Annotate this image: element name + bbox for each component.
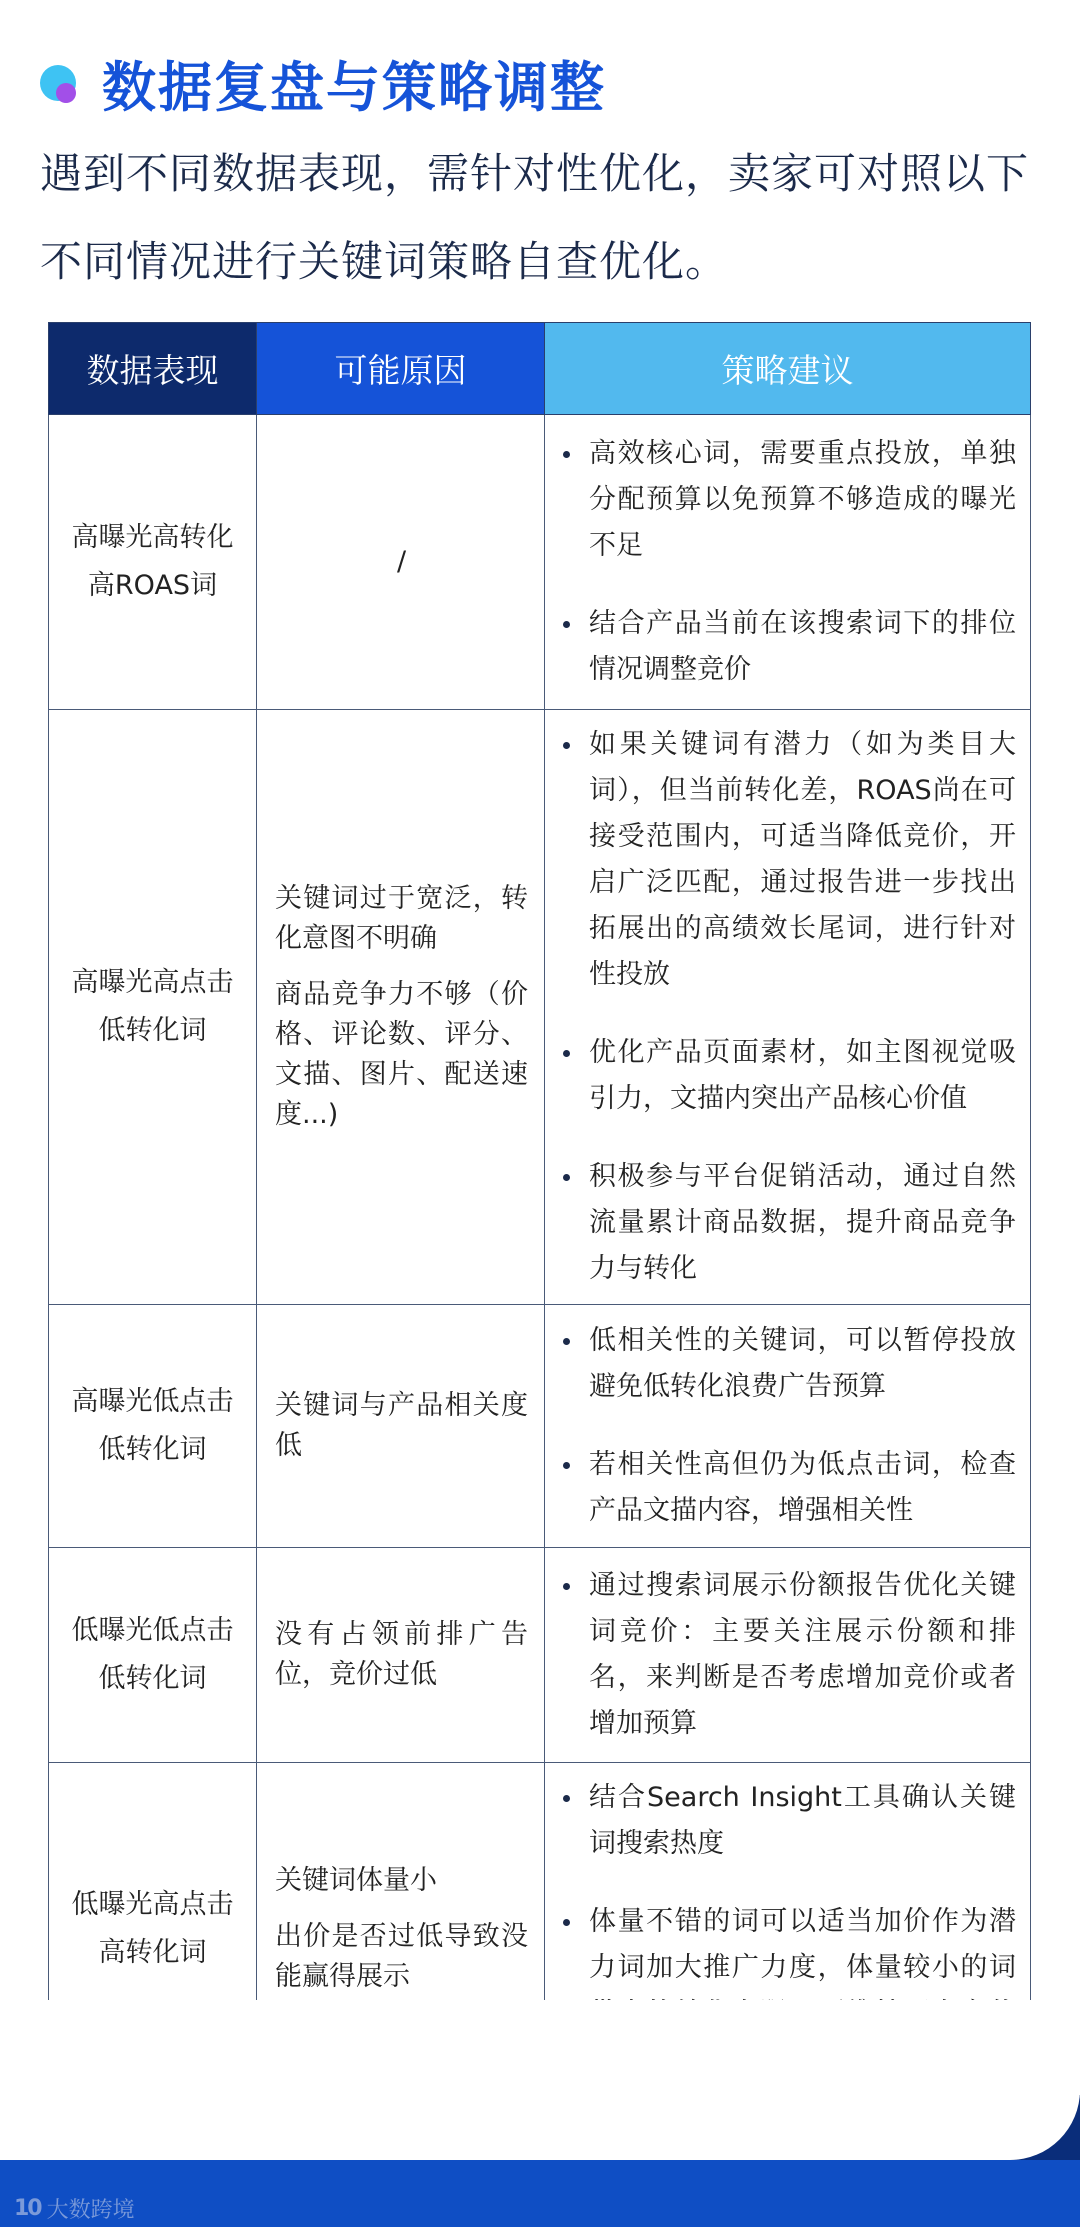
reason-text: 商品竞争力不够（价格、评论数、评分、文描、图片、配送速度...) [275,979,528,1130]
performance-line: 高曝光高转化 [71,522,234,553]
performance-line: 低转化词 [98,1434,207,1465]
strategy-cell [545,1548,1031,1763]
performance-line: 低转化词 [98,1015,207,1046]
performance-line: 高转化词 [98,1937,207,1968]
strategy-cell [545,1305,1031,1548]
performance-cell [49,415,257,710]
reason-cell [257,1548,545,1763]
brand-logo-icon: 10 [14,2196,41,2221]
intro-paragraph: 遇到不同数据表现，需针对性优化，卖家可对照以下不同情况进行关键词策略自查优化。 [40,149,1030,286]
table-row [49,1548,1031,1763]
dot-bullet-icon [40,63,80,103]
performance-line: 高曝光低点击 [71,1386,234,1417]
strategy-item: 结合产品当前在该搜索词下的排位情况调整竞价 [559,601,1016,693]
strategy-list [559,1563,1016,1747]
footer-band [0,2160,1080,2227]
strategy-cell [545,710,1031,1305]
strategy-item: 通过搜索词展示份额报告优化关键词竞价：主要关注展示份额和排名，来判断是否考虑增加竞价或者增加预算 [559,1563,1016,1747]
performance-cell [49,1548,257,1763]
strategy-item: 优化产品页面素材，如主图视觉吸引力，文描内突出产品核心价值 [559,1030,1016,1122]
strategy-cell [545,415,1031,710]
table-header-row [49,323,1031,415]
reason-cell [257,1305,545,1548]
watermark [14,2193,135,2224]
column-header-reason: 可能原因 [257,323,545,415]
section-header [40,48,606,118]
column-header-strategy: 策略建议 [545,323,1031,415]
strategy-item: 若相关性高但仍为低点击词，检查产品文描内容，增强相关性 [559,1442,1016,1534]
reason-text: 关键词体量小 [275,1865,437,1896]
reason-text: 关键词过于宽泛，转化意图不明确 [275,883,528,954]
reason-cell [257,415,545,710]
table-row [49,415,1031,710]
reason-cell [257,710,545,1305]
strategy-item: 高效核心词，需要重点投放，单独分配预算以免预算不够造成的曝光不足 [559,431,1016,569]
reason-text: / [396,546,407,577]
strategy-list [559,1318,1016,1534]
strategy-item: 体量不错的词可以适当加价作为潜力词加大推广力度，体量较小的词 [559,1899,1016,2083]
strategy-list [559,722,1016,1292]
performance-line: 高ROAS词 [87,570,218,601]
performance-cell [49,1305,257,1548]
column-header-performance: 数据表现 [49,323,257,415]
performance-cell [49,710,257,1305]
performance-line: 高曝光高点击 [71,967,234,998]
performance-line: 低曝光高点击 [71,1889,234,1920]
reason-text: 关键词与产品相关度低 [275,1390,528,1461]
reason-text: 没有占领前排广告位，竞价过低 [275,1619,528,1690]
watermark-text: 大数跨境 [46,2198,135,2223]
strategy-item: 低相关性的关键词，可以暂停投放避免低转化浪费广告预算 [559,1318,1016,1410]
table-row [49,1305,1031,1548]
reason-text: 出价是否过低导致没能赢得展示 [275,1921,528,1992]
page-title: 数据复盘与策略调整 [102,55,606,119]
strategy-item: 如果关键词有潜力（如为类目大词），但当前转化差，ROAS尚在可接受范围内，可适当降低竞价，开启广泛匹配，通过报告进一步找出拓展出的高绩效长尾词，进行针对性投放 [559,722,1016,998]
strategy-list [559,431,1016,693]
strategy-item: 结合Search Insight工具确认关键词搜索热度 [559,1775,1016,1867]
performance-line: 低曝光低点击 [71,1615,234,1646]
content-card-bottom [0,2000,1080,2160]
performance-line: 低转化词 [98,1663,207,1694]
strategy-item: 积极参与平台促销活动，通过自然流量累计商品数据，提升商品竞争力与转化 [559,1154,1016,1292]
strategy-table [48,322,1031,2096]
table-row [49,710,1031,1305]
